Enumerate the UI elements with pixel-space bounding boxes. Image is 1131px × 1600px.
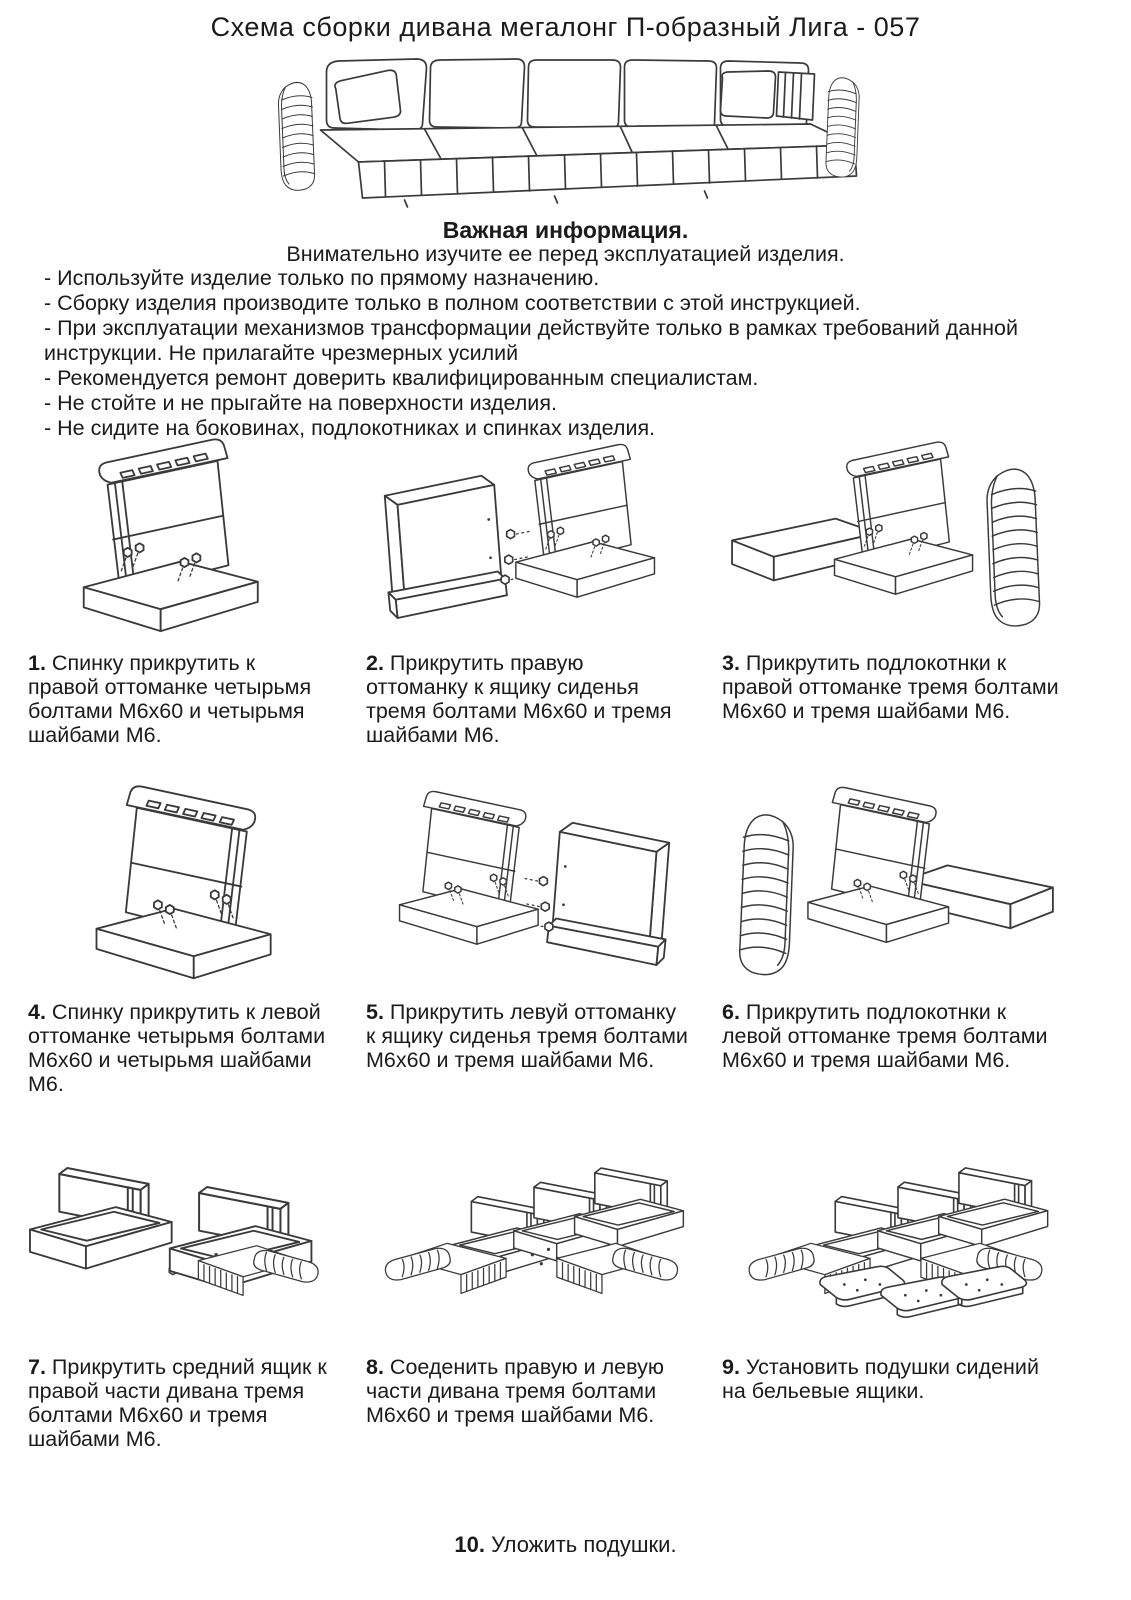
step-6-illustration <box>722 760 1060 993</box>
step-3-caption <box>722 651 1060 723</box>
step-7-caption <box>28 1355 330 1451</box>
step-2-illustration <box>366 426 688 644</box>
step-text: Установить подушки сидений на бельевые ящики. <box>722 1355 1039 1403</box>
step-4 <box>28 760 330 1096</box>
step-text: Соеденить правую и левую части дивана тремя болтами М6х60 и тремя шайбами М6. <box>366 1355 664 1427</box>
step-text: Прикрутить средний ящик к правой части дивана тремя болтами М6х60 и тремя шайбами М6. <box>28 1355 327 1451</box>
info-item: - Рекомендуется ремонт доверить квалифицированным специалистам. <box>44 366 759 390</box>
step-6 <box>722 760 1060 1072</box>
step-8-illustration <box>366 1146 688 1348</box>
step-number: 9. <box>722 1355 740 1379</box>
step-number: 2. <box>366 651 384 675</box>
step-8-caption <box>366 1355 688 1427</box>
info-item: - Не сидите на боковинах, подлокотниках и спинках изделия. <box>44 416 656 440</box>
info-item: - Сборку изделия производите только в полном соответствии с этой инструкцией. <box>44 291 861 315</box>
info-item: - При эксплуатации механизмов трансформации действуйте только в рамках требований данной инструкции. Не прилагайте чрезмерных усилий <box>44 316 1019 365</box>
important-info-list <box>44 266 1099 441</box>
step-number: 5. <box>366 1000 384 1024</box>
step-6-caption <box>722 1000 1060 1072</box>
info-item: - Используйте изделие только по прямому назначению. <box>44 266 600 290</box>
step-3-illustration <box>722 426 1060 644</box>
step-text: Прикрутить подлокотнки к левой оттоманке тремя болтами М6х60 и тремя шайбами М6. <box>722 1000 1048 1072</box>
sofa-overview-illustration <box>252 50 877 215</box>
step-9-caption <box>722 1355 1060 1403</box>
step-1-illustration <box>28 426 330 644</box>
step-9-illustration <box>722 1146 1060 1348</box>
step-9 <box>722 1146 1060 1403</box>
step-text: Прикрутить левуй оттоманку к ящику сиденья тремя болтами М6х60 и тремя шайбами М6. <box>366 1000 688 1072</box>
step-number: 8. <box>366 1355 384 1379</box>
step-text: Прикрутить подлокотнки к правой оттоманке тремя болтами М6х60 и тремя шайбами М6. <box>722 651 1059 723</box>
step-8 <box>366 1146 688 1427</box>
step-7-illustration <box>28 1146 330 1348</box>
step-1-caption <box>28 651 330 747</box>
step-number: 7. <box>28 1355 46 1379</box>
step-2-caption <box>366 651 688 747</box>
step-number: 1. <box>28 651 46 675</box>
info-item: - Не стойте и не прыгайте на поверхности изделия. <box>44 391 557 415</box>
step-number: 4. <box>28 1000 46 1024</box>
step-number: 10. <box>454 1532 486 1557</box>
step-2 <box>366 426 688 747</box>
step-text: Спинку прикрутить к правой оттоманке четырьмя болтами М6х60 и четырьмя шайбами М6. <box>28 651 312 747</box>
important-info-intro: Внимательно изучите ее перед эксплуатацией изделия. <box>286 242 845 266</box>
step-5-illustration <box>366 760 688 993</box>
step-5-caption <box>366 1000 688 1072</box>
step-10 <box>0 1532 1131 1558</box>
step-text: Прикрутить правую оттоманку к ящику сиденья тремя болтами М6х60 и тремя шайбами М6. <box>366 651 672 747</box>
step-text: Уложить подушки. <box>491 1532 677 1557</box>
step-5 <box>366 760 688 1072</box>
step-7 <box>28 1146 330 1451</box>
step-number: 6. <box>722 1000 740 1024</box>
page-title: Схема сборки дивана мегалонг П-образный Лига - 057 <box>210 12 921 42</box>
step-text: Спинку прикрутить к левой оттоманке четырьмя болтами М6х60 и четырьмя шайбами М6. <box>28 1000 326 1096</box>
important-info-heading: Важная информация. <box>442 217 689 243</box>
step-3 <box>722 426 1060 723</box>
step-4-illustration <box>28 760 330 993</box>
step-4-caption <box>28 1000 330 1096</box>
step-1 <box>28 426 330 747</box>
step-number: 3. <box>722 651 740 675</box>
